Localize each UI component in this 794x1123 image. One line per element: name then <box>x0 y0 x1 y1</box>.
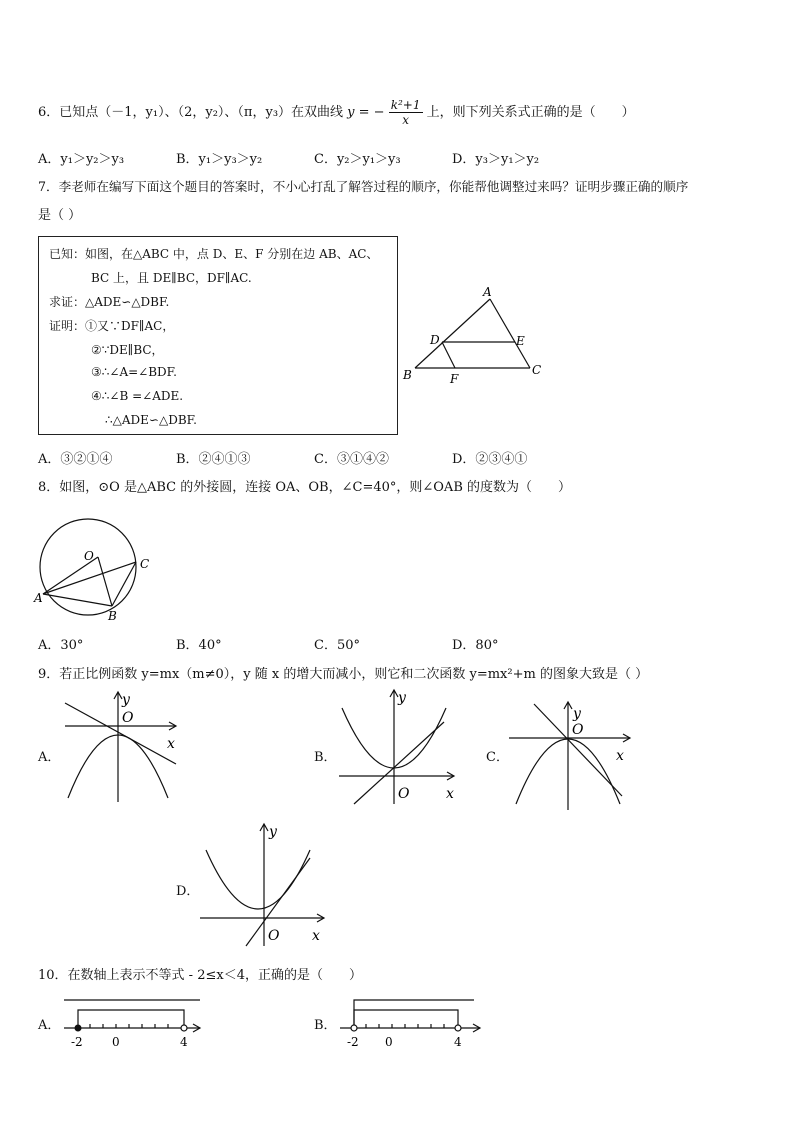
q9d-label-y: y <box>269 824 277 840</box>
q10a-tick-0: 0 <box>112 1035 120 1049</box>
q9-graph-d <box>198 822 330 948</box>
q7-proof-step4: ④∴∠B =∠ADE. <box>91 389 184 403</box>
q9a-line <box>65 703 176 764</box>
q7-proof-step3: ③∴∠A=∠BDF. <box>91 365 177 379</box>
q6-stem <box>38 98 635 127</box>
q9a-label-x: x <box>167 736 175 752</box>
q6-option-b[interactable]: B．y₁＞y₃＞y₂ <box>176 152 263 167</box>
q7-label-b: B <box>403 368 412 382</box>
q10a-tick-neg2: -2 <box>71 1035 83 1049</box>
q10a-open-dot <box>181 1025 187 1031</box>
q6-text-pre: 6．已知点（－1，y₁）、（2，y₂）、（π，y₃）在双曲线 <box>38 105 344 120</box>
q9d-label-x: x <box>312 928 320 944</box>
q7-proof-step1: 证明：①又∵DF∥AC， <box>49 319 175 333</box>
q9b-label-y: y <box>398 690 406 706</box>
q8-circle-figure <box>32 510 162 626</box>
q10b-open-dot-right <box>455 1025 461 1031</box>
q10b-solution-bracket <box>354 1010 458 1028</box>
q9b-label-x: x <box>446 786 454 802</box>
q7-option-a[interactable]: A．③②①④ <box>38 452 113 467</box>
q8-label-a: A <box>34 591 43 605</box>
q7-prove-line: 求证：△ADE∽△DBF. <box>49 295 170 309</box>
q9c-label-x: x <box>616 748 624 764</box>
q10b-top-bracket <box>354 1000 474 1028</box>
q7-proof-conclusion: ∴△ADE∽△DBF. <box>105 413 197 427</box>
q10a-tick-4: 4 <box>180 1035 188 1049</box>
q8-label-c: C <box>140 557 150 571</box>
q9-graph-a <box>60 690 185 805</box>
q10-option-b[interactable]: B． <box>314 1018 337 1033</box>
q9-stem: 9．若正比例函数 y=mx（m≠0），y 随 x 的增大而减小，则它和二次函数 y=mx²+m 的图象大致是（ ） <box>38 667 649 682</box>
q10a-closed-dot <box>75 1025 81 1031</box>
q6-text-post: 上，则下列关系式正确的是（ ） <box>426 105 635 120</box>
q8-option-c[interactable]: C．50° <box>314 638 360 653</box>
q8-option-d[interactable]: D．80° <box>452 638 499 653</box>
q8-label-o: O <box>84 549 94 563</box>
q9b-label-o: O <box>398 786 410 802</box>
q8-option-a[interactable]: A．30° <box>38 638 84 653</box>
q10b-tick-neg2: -2 <box>347 1035 359 1049</box>
q8-stem: 8．如图，⊙O 是△ABC 的外接圆，连接 OA、OB，∠C=40°，则∠OAB 的度数为（ ） <box>38 480 572 495</box>
q7-given-line2: BC 上，且 DE∥BC，DF∥AC. <box>91 271 252 285</box>
q7-option-b[interactable]: B．②④①③ <box>176 452 251 467</box>
q7-triangle-figure <box>400 284 550 388</box>
q6-lhs: y = − <box>347 105 385 120</box>
q9-option-a[interactable]: A． <box>38 750 61 765</box>
q6-option-a[interactable]: A．y₁＞y₂＞y₃ <box>38 152 125 167</box>
q7-given-line1: 已知：如图，在△ABC 中，点 D、E、F 分别在边 AB、AC、 <box>49 247 379 261</box>
q7-stem-line2: 是（ ） <box>38 208 82 223</box>
q8-label-b: B <box>108 609 117 623</box>
q10b-tick-4: 4 <box>454 1035 462 1049</box>
q6-option-d[interactable]: D．y₃＞y₁＞y₂ <box>452 152 540 167</box>
q10-option-a[interactable]: A． <box>38 1018 61 1033</box>
q7-label-e: E <box>516 334 525 348</box>
q7-segment-df <box>442 342 455 368</box>
q7-option-d[interactable]: D．②③④① <box>452 452 528 467</box>
q8-segment-ob <box>98 557 112 606</box>
q7-label-c: C <box>532 363 542 377</box>
q7-label-f: F <box>450 372 459 386</box>
q9-option-c[interactable]: C． <box>486 750 509 765</box>
q6-fraction <box>389 98 423 127</box>
q9c-label-y: y <box>573 706 581 722</box>
q7-proof-box <box>38 236 398 435</box>
q6-option-c[interactable]: C．y₂＞y₁＞y₃ <box>314 152 401 167</box>
q9-option-d[interactable]: D． <box>176 884 200 899</box>
q8-option-b[interactable]: B．40° <box>176 638 222 653</box>
q7-stem-line1: 7．李老师在编写下面这个题目的答案时，不小心打乱了解答过程的顺序，你能帮他调整过来吗？证明步骤正确的顺序 <box>38 179 689 194</box>
q6-fraction-numerator: k²+1 <box>390 98 421 112</box>
q6-fraction-denominator: x <box>402 113 409 127</box>
q9c-label-o: O <box>572 722 584 738</box>
q8-chord-ac <box>43 562 136 594</box>
q9d-label-o: O <box>268 928 280 944</box>
q10-numberline-b <box>336 994 486 1050</box>
q9-graph-b <box>334 688 464 806</box>
q7-label-d: D <box>430 333 440 347</box>
q10b-tick-0: 0 <box>385 1035 393 1049</box>
q10-numberline-a <box>60 994 210 1050</box>
q7-option-c[interactable]: C．③①④② <box>314 452 389 467</box>
q9a-label-y: y <box>122 692 130 708</box>
q7-proof-step2: ②∵DE∥BC， <box>91 343 164 357</box>
q9-graph-c <box>506 700 636 812</box>
q10b-open-dot-left <box>351 1025 357 1031</box>
q9-option-b[interactable]: B． <box>314 750 337 765</box>
q10-stem: 10．在数轴上表示不等式 - 2≤x＜4，正确的是（ ） <box>38 968 362 983</box>
q7-label-a: A <box>483 285 492 299</box>
q9a-label-o: O <box>122 710 134 726</box>
q7-side-ab <box>415 299 490 368</box>
